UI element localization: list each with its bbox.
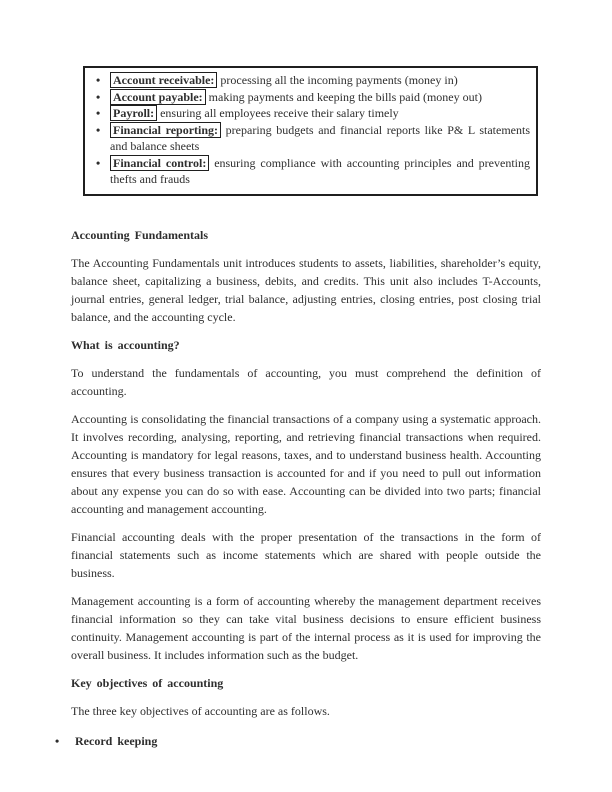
- intro-summary-box: [83, 66, 538, 196]
- bullet-icon: •: [96, 122, 101, 137]
- objective-label: Record keeping: [75, 733, 158, 748]
- term-payroll: Payroll:: [110, 105, 157, 121]
- bullet-icon: •: [55, 733, 60, 748]
- paragraph-definition-intro: To understand the fundamentals of accounting, you must comprehend the definition of accounting.: [71, 365, 541, 398]
- paragraph-management-accounting: Management accounting is a form of accounting whereby the management department receives financial information so they can take vital business decisions to ensure efficient business continuity. Management accounting is part of the internal process as it is used for improving the overall business. It includes information such as the budget.: [71, 593, 541, 662]
- list-item: [85, 72, 530, 89]
- list-item: [85, 122, 530, 155]
- term-definition: ensuring all employees receive their salary timely: [160, 106, 399, 120]
- heading-key-objectives: Key objectives of accounting: [71, 675, 224, 690]
- paragraph-financial-accounting: Financial accounting deals with the proper presentation of the transactions in the form of financial statements such as income statements which are shared with people outside the business.: [71, 529, 541, 580]
- list-item: [85, 105, 530, 122]
- term-account-receivable: Account receivable:: [110, 72, 217, 88]
- term-definition: preparing budgets and financial reports like P& L statements and balance sheets: [110, 122, 530, 153]
- heading-accounting-fundamentals: Accounting Fundamentals: [71, 227, 209, 242]
- list-item: [85, 155, 530, 188]
- term-definition: ensuring compliance with accounting principles and preventing thefts and frauds: [110, 155, 530, 186]
- term-financial-control: Financial control:: [110, 155, 209, 171]
- term-financial-reporting: Financial reporting:: [110, 122, 221, 138]
- accounting-functions-list: [85, 68, 536, 194]
- bullet-icon: •: [96, 106, 101, 120]
- objective-item-record-keeping: [55, 732, 541, 750]
- paragraph-fundamentals: The Accounting Fundamentals unit introduces students to assets, liabilities, shareholder’s equity, balance sheet, capitalizing a business, debits, and credits. This unit also includes T-Accounts, journal entries, general ledger, trial balance, adjusting entries, closing entries, post closing trial balance, and the accounting cycle.: [71, 255, 541, 324]
- bullet-icon: •: [96, 73, 101, 87]
- term-account-payable: Account payable:: [110, 89, 206, 105]
- document-content: [55, 0, 541, 750]
- heading-what-is-accounting: What is accounting?: [71, 337, 180, 352]
- paragraph-accounting-overview: Accounting is consolidating the financial transactions of a company using a systematic approach. It involves recording, analysing, reporting, and retrieving financial transactions when required. Accounting is mandatory for legal reasons, taxes, and to understand business health. Accounting ensures that every business transaction is accounted for and if you need to pull out information about any expense you can do so with ease. Accounting can be divided into two parts; financial accounting and management accounting.: [71, 411, 541, 516]
- bullet-icon: •: [96, 89, 101, 104]
- term-definition: making payments and keeping the bills paid (money out): [208, 89, 482, 104]
- bullet-icon: •: [96, 155, 101, 170]
- list-item: [85, 89, 530, 106]
- paragraph-objectives-intro: The three key objectives of accounting are as follows.: [71, 703, 330, 718]
- term-definition: processing all the incoming payments (money in): [220, 73, 458, 87]
